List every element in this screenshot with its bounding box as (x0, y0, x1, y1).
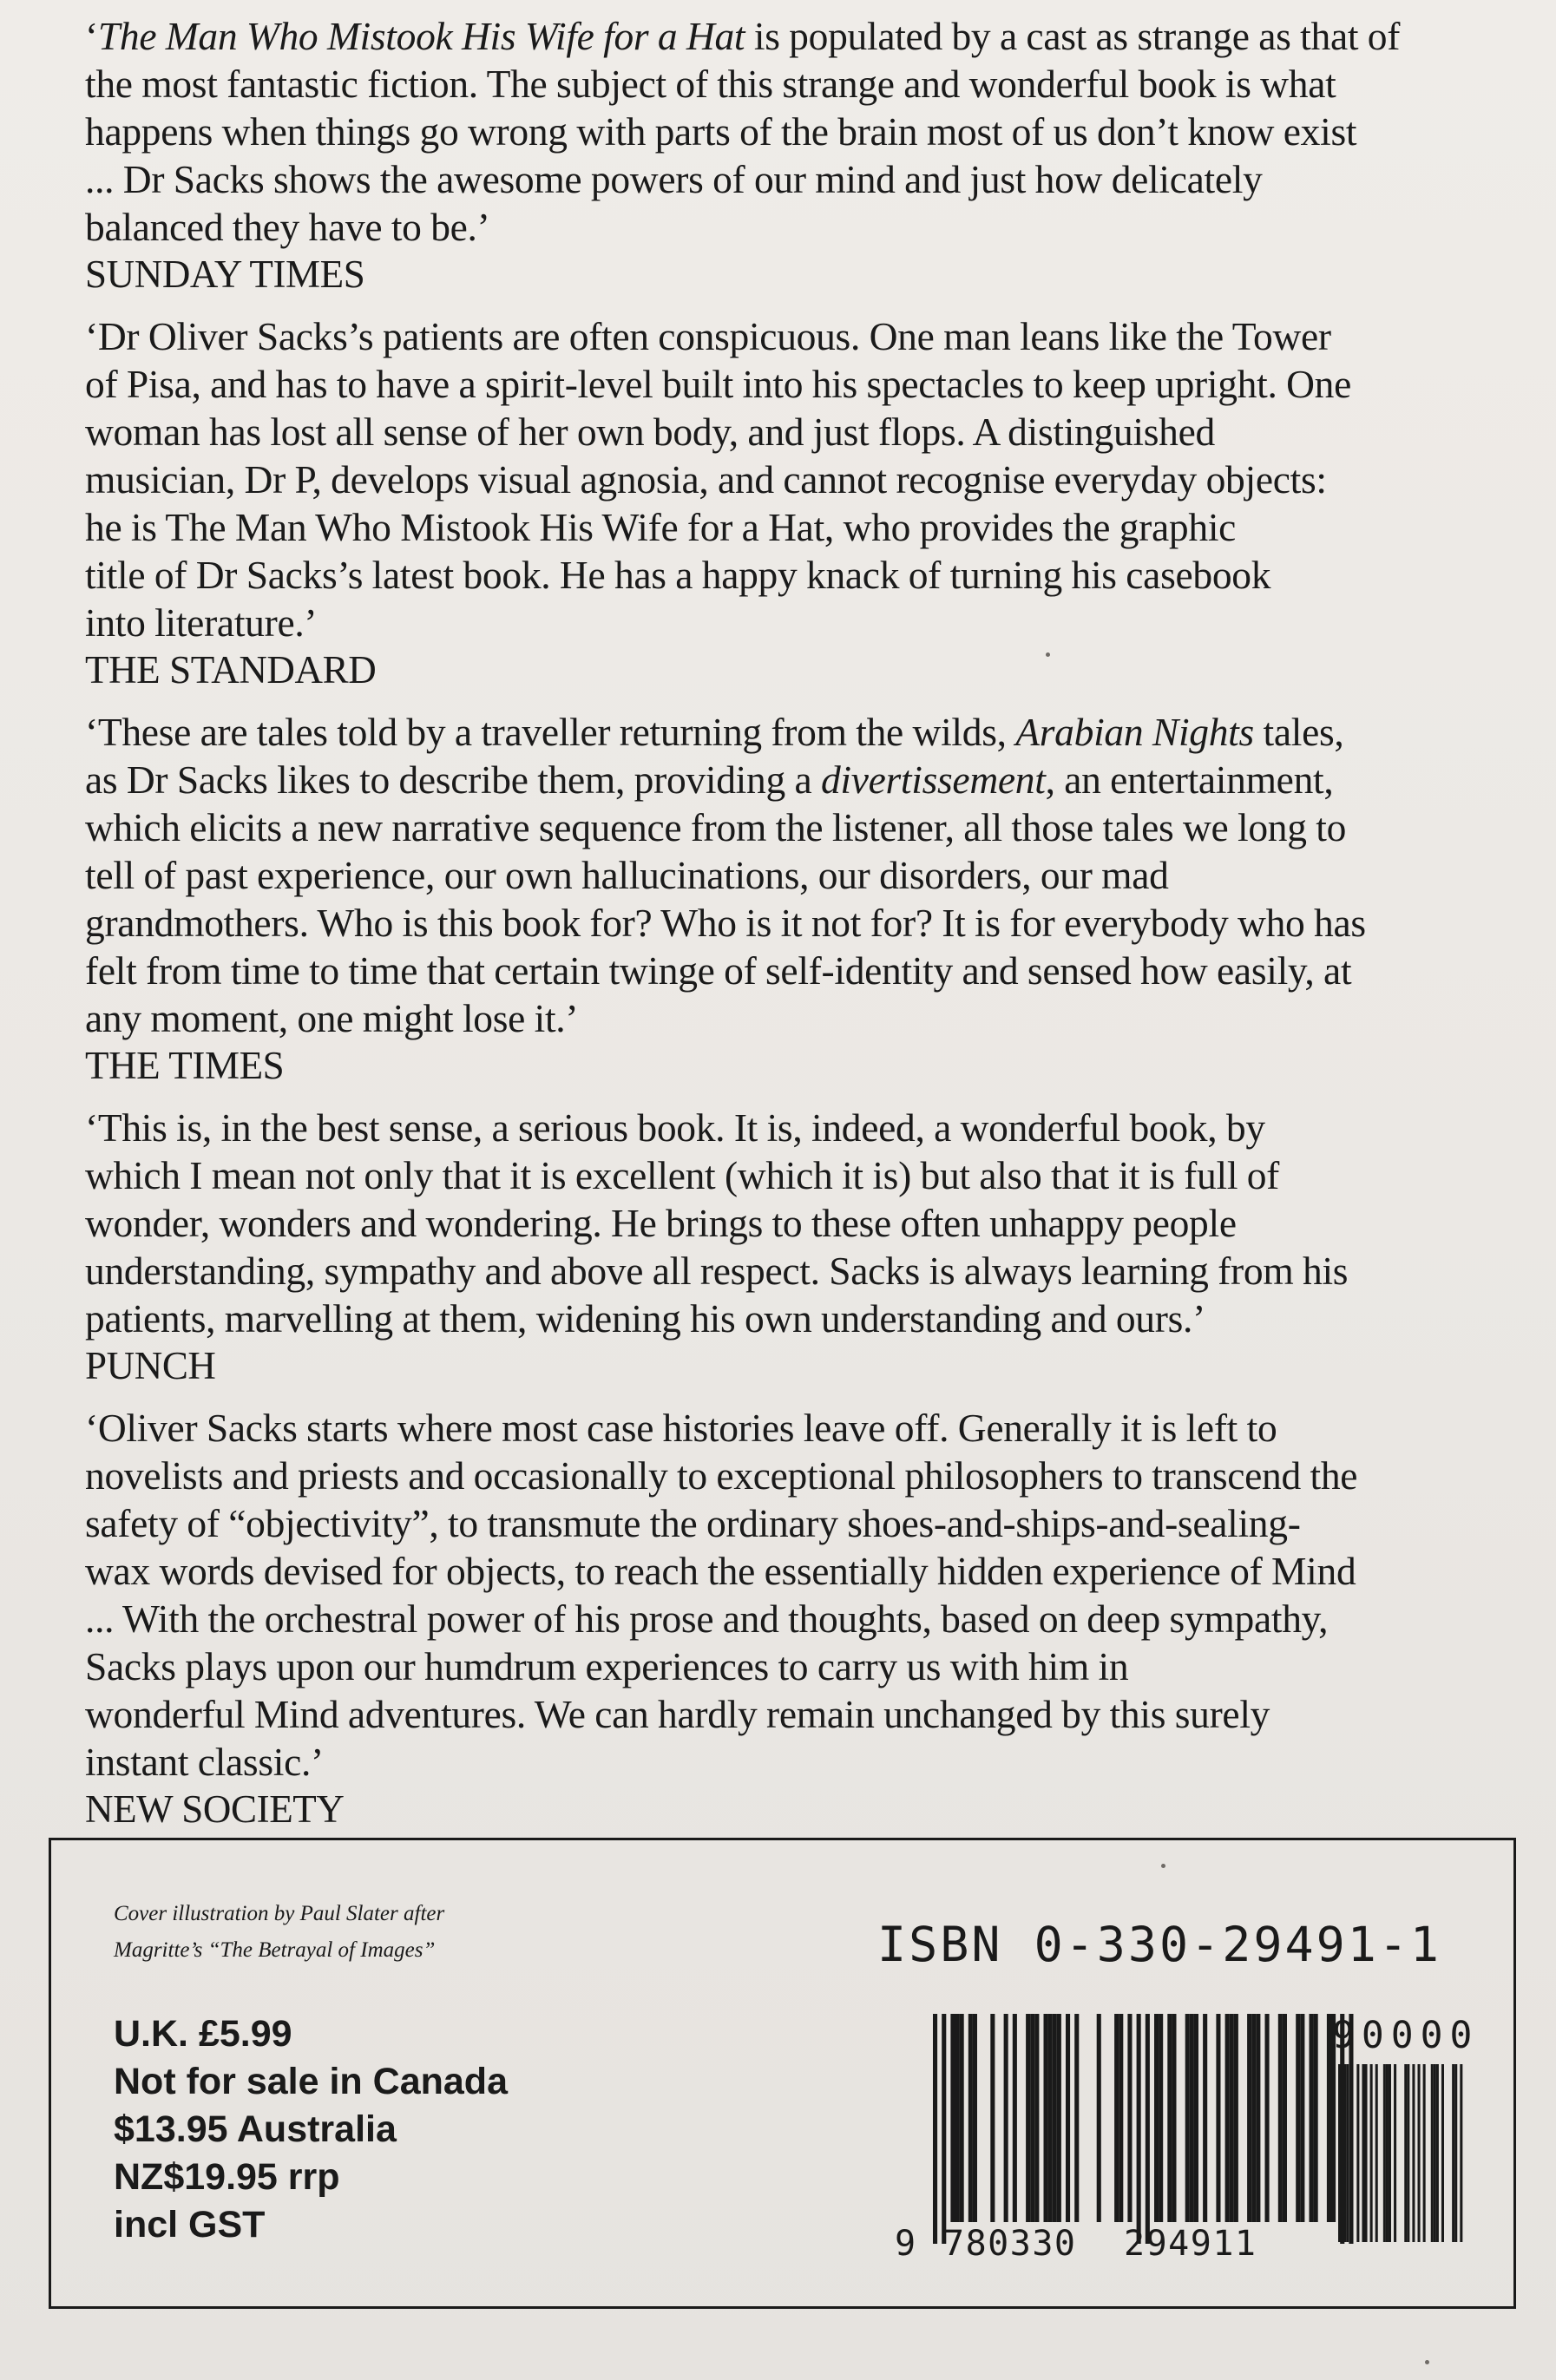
review-quote-line (85, 60, 1508, 108)
italic-title: The Man Who Mistook His Wife for a Hat (97, 14, 745, 58)
quote-text: of Pisa, and has to have a spirit-level built into his spectacles to keep upright. One (85, 362, 1352, 406)
barcode-addon-bar (1441, 2064, 1444, 2242)
cover-credit-line: Magritte’s “The Betrayal of Images” (114, 1938, 436, 1962)
barcode-bar (1167, 2014, 1172, 2222)
barcode-bar (1234, 2014, 1238, 2222)
barcode-bar (1034, 2014, 1039, 2222)
quote-text: instant classic.’ (85, 1740, 324, 1784)
review-quote-line (85, 12, 1508, 60)
review-quote-line (85, 1452, 1508, 1499)
barcode-addon-bar (1346, 2064, 1349, 2242)
review-block (85, 312, 1508, 694)
review-quote-line (85, 108, 1508, 155)
barcode-addon-bar (1460, 2064, 1462, 2242)
review-quote-line (85, 1595, 1508, 1642)
review-quote-line (85, 408, 1508, 456)
barcode-bar (960, 2014, 964, 2222)
review-quote-line (85, 947, 1508, 994)
barcode-bar (1053, 2014, 1057, 2222)
quote-text: wonder, wonders and wondering. He brings to these often unhappy people (85, 1201, 1237, 1245)
review-quote-line (85, 756, 1508, 803)
barcode-bar (1300, 2014, 1304, 2222)
barcode-bar (990, 2014, 995, 2222)
quote-text: understanding, sympathy and above all respect. Sacks is always learning from his (85, 1249, 1349, 1293)
price-line: incl GST (114, 2204, 266, 2246)
barcode-addon-bar (1338, 2064, 1341, 2242)
quote-text: wonderful Mind adventures. We can hardly remain unchanged by this surely (85, 1692, 1270, 1736)
reviews-section (85, 12, 1508, 1833)
review-block (85, 708, 1508, 1090)
barcode-bar (1074, 2014, 1079, 2222)
barcode-bar (1044, 2014, 1048, 2222)
barcode-bar (1203, 2014, 1207, 2222)
barcode-addon-bar (1407, 2064, 1409, 2242)
quote-text: ‘These are tales told by a traveller returning from the wilds, (85, 710, 1016, 754)
quote-text: any moment, one might lose it.’ (85, 996, 579, 1040)
barcode-bar (1097, 2014, 1101, 2222)
review-quote-line (85, 1404, 1508, 1452)
review-quote-line (85, 803, 1508, 851)
barcode-first-digit: 9 (895, 2224, 916, 2264)
price-list (114, 2010, 508, 2249)
barcode-addon-bar (1452, 2064, 1454, 2242)
barcode-bar (1251, 2014, 1256, 2222)
barcode-bar (1194, 2014, 1198, 2222)
review-block (85, 12, 1508, 298)
review-quote-line (85, 1690, 1508, 1738)
review-quote-line (85, 312, 1508, 360)
cover-credit (114, 1896, 565, 1969)
price-barcode-box (49, 1838, 1516, 2309)
barcode-addon-bar (1394, 2064, 1396, 2242)
barcode-addon-bar (1343, 2064, 1346, 2242)
barcode-addon-bar (1370, 2064, 1373, 2242)
barcode (883, 2007, 1499, 2285)
quote-text: which elicits a new narrative sequence from the listener, all those tales we long to (85, 805, 1347, 849)
review-quote-line (85, 1642, 1508, 1690)
barcode-bar (1119, 2014, 1123, 2222)
barcode-addon-bar (1431, 2064, 1434, 2242)
barcode-bar (1066, 2014, 1070, 2222)
quote-text: safety of “objectivity”, to transmute the ordinary shoes-and-ships-and-sealing- (85, 1501, 1301, 1545)
barcode-addon-bar (1365, 2064, 1368, 2242)
review-quote-line (85, 1547, 1508, 1595)
review-quote-line (85, 1295, 1508, 1342)
barcode-bar (955, 2014, 960, 2222)
review-quote-line (85, 1247, 1508, 1295)
paper-speck (1046, 652, 1050, 657)
italic-title: divertissement (820, 757, 1046, 802)
barcode-bar (1296, 2014, 1300, 2222)
price-line: Not for sale in Canada (114, 2061, 508, 2102)
barcode-bar (1146, 2014, 1150, 2244)
italic-title: Arabian Nights (1015, 710, 1254, 754)
barcode-bar (1172, 2014, 1176, 2222)
quote-text: Sacks plays upon our humdrum experiences to carry us with him in (85, 1644, 1129, 1688)
review-quote-line (85, 851, 1508, 899)
quote-text: tales, (1253, 710, 1344, 754)
paper-speck (1161, 1864, 1165, 1868)
quote-text: ‘This is, in the best sense, a serious book. It is, indeed, a wonderful book, by (85, 1105, 1265, 1150)
review-quote-line (85, 503, 1508, 551)
quote-text: wax words devised for objects, to reach the essentially hidden experience of Mind (85, 1549, 1356, 1593)
review-source: THE TIMES (85, 1044, 285, 1087)
barcode-left-digits: 780330 (943, 2224, 1077, 2264)
barcode-addon-bar (1386, 2064, 1389, 2242)
review-quote-line (85, 360, 1508, 408)
barcode-bar (968, 2014, 973, 2222)
barcode-addon-bar (1434, 2064, 1436, 2242)
quote-text: , an entertainment, (1045, 757, 1334, 802)
barcode-bar (1048, 2014, 1053, 2222)
isbn-label: ISBN 0-330-29491-1 (877, 1917, 1442, 1972)
barcode-bar (1314, 2014, 1318, 2222)
quote-text: tell of past experience, our own hallucinations, our disorders, our mad (85, 853, 1169, 897)
barcode-bar (942, 2014, 946, 2244)
review-source: THE STANDARD (85, 648, 377, 692)
barcode-addon-bar (1412, 2064, 1415, 2242)
price-line: NZ$19.95 rrp (114, 2156, 340, 2198)
quote-text: he is The Man Who Mistook His Wife for a Hat, who provides the graphic (85, 505, 1237, 549)
barcode-bar (1247, 2014, 1251, 2222)
quote-text: musician, Dr P, develops visual agnosia, and cannot recognise everyday objects: (85, 457, 1327, 502)
quote-text: woman has lost all sense of her own body, and just flops. A distinguished (85, 410, 1215, 454)
barcode-bar (1137, 2014, 1141, 2244)
barcode-bar (1154, 2014, 1159, 2222)
barcode-bar (1327, 2014, 1331, 2222)
quote-text: the most fantastic fiction. The subject of this strange and wonderful book is what (85, 62, 1336, 106)
barcode-bar (973, 2014, 977, 2222)
barcode-right-digits: 294911 (1124, 2224, 1257, 2264)
barcode-bar (1310, 2014, 1314, 2222)
quote-text: grandmothers. Who is this book for? Who is it not for? It is for everybody who has (85, 901, 1366, 945)
paper-speck (1425, 2360, 1429, 2364)
review-quote-line (85, 708, 1508, 756)
barcode-bar (1216, 2014, 1220, 2222)
barcode-bar (1127, 2014, 1132, 2222)
review-block (85, 1104, 1508, 1390)
review-quote-line (85, 1738, 1508, 1786)
quote-text: happens when things go wrong with parts of the brain most of us don’t know exist (85, 109, 1357, 154)
barcode-addon-bar (1375, 2064, 1378, 2242)
review-source: SUNDAY TIMES (85, 252, 365, 296)
barcode-addon-bar (1362, 2064, 1364, 2242)
review-quote-line (85, 599, 1508, 646)
barcode-addon-digits: 90000 (1332, 2014, 1480, 2057)
review-source: PUNCH (85, 1344, 216, 1387)
barcode-addon-bar (1404, 2064, 1407, 2242)
barcode-addon-bar (1383, 2064, 1386, 2242)
quote-text: is populated by a cast as strange as that of (745, 14, 1401, 58)
barcode-bar (1114, 2014, 1119, 2222)
barcode-bar (1026, 2014, 1030, 2222)
barcode-addon-bar (1418, 2064, 1421, 2242)
review-source: NEW SOCIETY (85, 1787, 345, 1831)
barcode-bar (1278, 2014, 1283, 2222)
review-quote-line (85, 456, 1508, 503)
review-quote-line (85, 1199, 1508, 1247)
review-quote-line (85, 203, 1508, 251)
quote-text: into literature.’ (85, 600, 318, 645)
quote-text: title of Dr Sacks’s latest book. He has a happy knack of turning his casebook (85, 553, 1271, 597)
barcode-addon-bar (1423, 2064, 1426, 2242)
quote-text: ‘ (85, 14, 98, 58)
review-quote-line (85, 1104, 1508, 1151)
barcode-bar (1190, 2014, 1194, 2222)
quote-text: ‘Dr Oliver Sacks’s patients are often conspicuous. One man leans like the Tower (85, 314, 1331, 358)
barcode-bar (1057, 2014, 1061, 2222)
barcode-bar (1230, 2014, 1234, 2222)
review-block (85, 1404, 1508, 1833)
review-quote-line (85, 899, 1508, 947)
quote-text: novelists and priests and occasionally to exceptional philosophers to transcend the (85, 1453, 1358, 1498)
barcode-bar (933, 2014, 937, 2244)
barcode-bar (1256, 2014, 1260, 2222)
barcode-bar (950, 2014, 955, 2222)
barcode-addon-bar (1436, 2064, 1439, 2242)
quote-text: balanced they have to be.’ (85, 205, 490, 249)
barcode-addon-bar (1454, 2064, 1457, 2242)
review-quote-line (85, 1151, 1508, 1199)
review-quote-line (85, 994, 1508, 1042)
barcode-bar (1013, 2014, 1017, 2222)
quote-text: which I mean not only that it is excellent (which it is) but also that it is full of (85, 1153, 1280, 1197)
barcode-bar (1283, 2014, 1287, 2222)
quote-text: ... Dr Sacks shows the awesome powers of our mind and just how delicately (85, 157, 1263, 201)
quote-text: ... With the orchestral power of his prose and thoughts, based on deep sympathy, (85, 1597, 1329, 1641)
review-quote-line (85, 551, 1508, 599)
quote-text: ‘Oliver Sacks starts where most case histories leave off. Generally it is left to (85, 1406, 1277, 1450)
barcode-addon-bar (1356, 2064, 1359, 2242)
quote-text: patients, marvelling at them, widening his own understanding and ours.’ (85, 1296, 1205, 1341)
barcode-bar (1159, 2014, 1163, 2222)
barcode-bar (1030, 2014, 1034, 2222)
quote-text: as Dr Sacks likes to describe them, providing a (85, 757, 821, 802)
review-quote-line (85, 155, 1508, 203)
barcode-bar (1185, 2014, 1190, 2222)
quote-text: felt from time to time that certain twinge of self-identity and sensed how easily, at (85, 948, 1352, 993)
review-quote-line (85, 1499, 1508, 1547)
price-line: $13.95 Australia (114, 2108, 397, 2150)
barcode-addon-bar (1389, 2064, 1391, 2242)
cover-credit-line: Cover illustration by Paul Slater after (114, 1902, 445, 1925)
barcode-bar (1265, 2014, 1270, 2222)
barcode-bar (1225, 2014, 1230, 2222)
price-line: U.K. £5.99 (114, 2013, 292, 2055)
barcode-bar (1004, 2014, 1008, 2222)
